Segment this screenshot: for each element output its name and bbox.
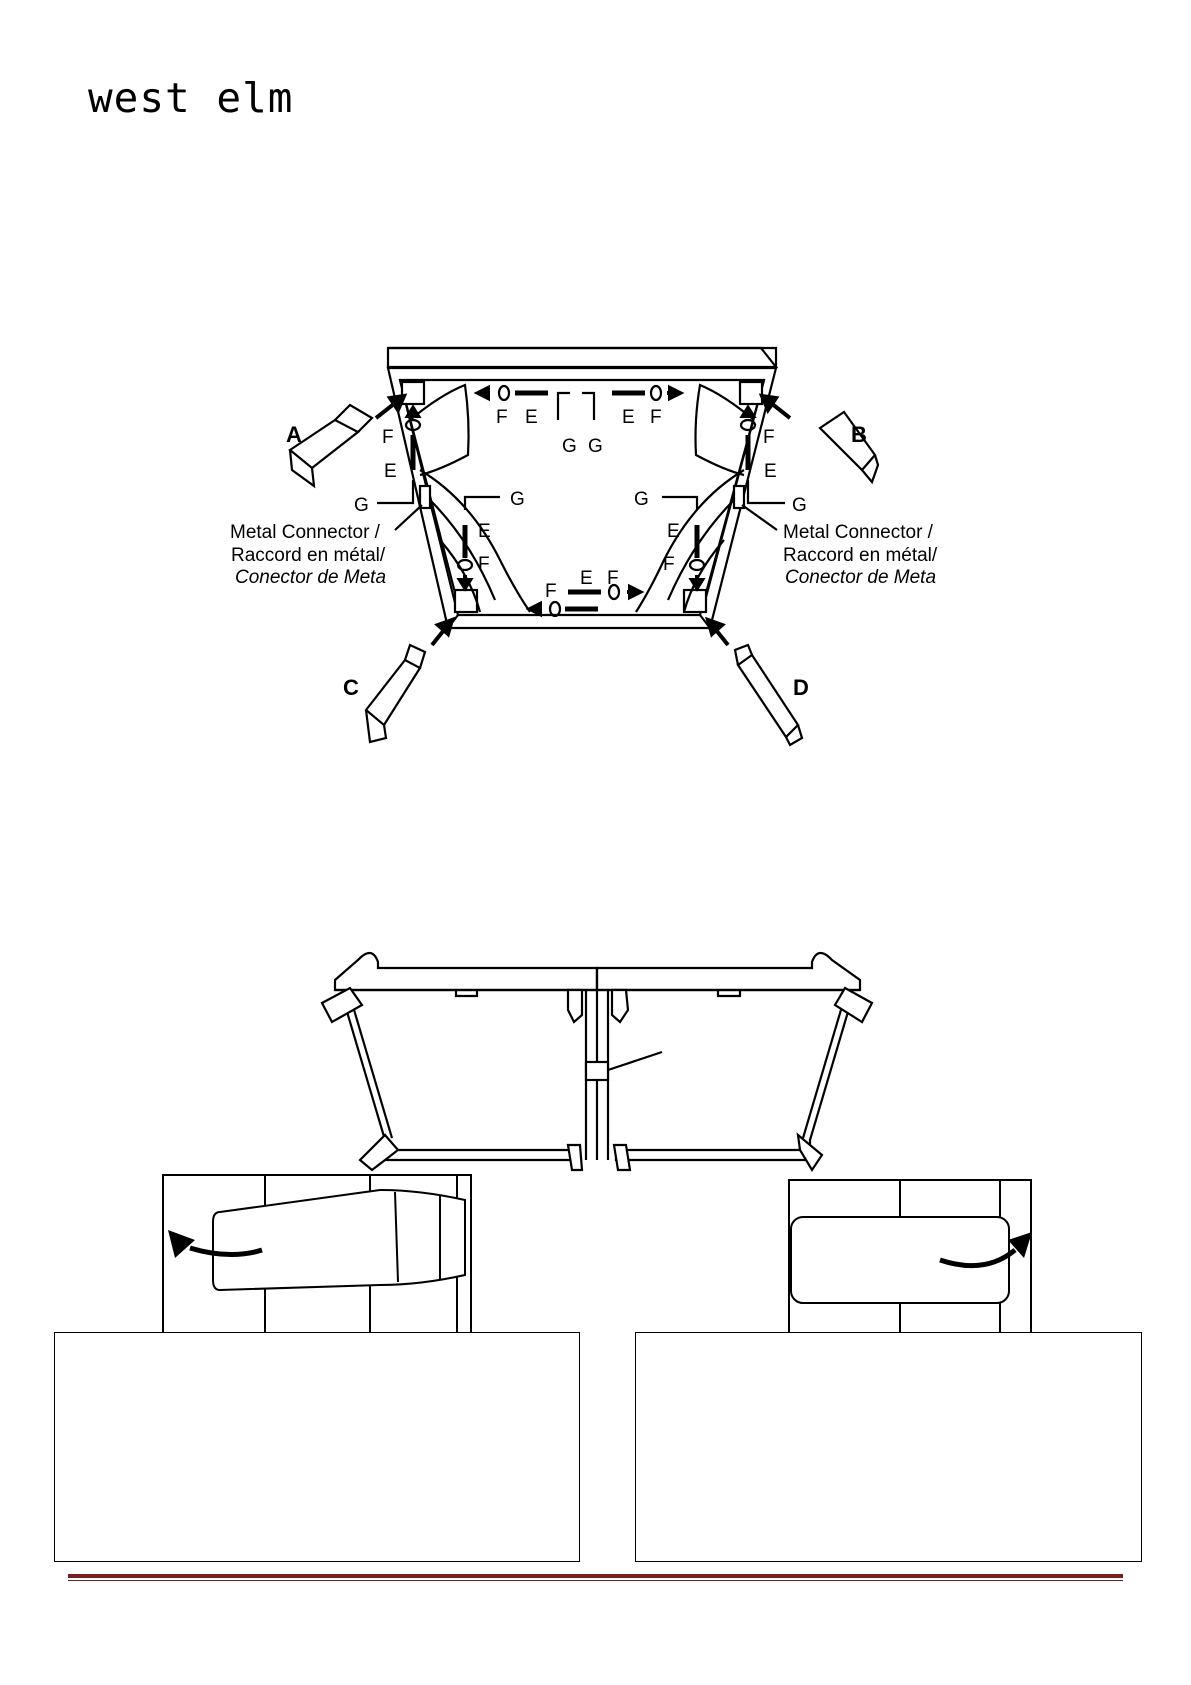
part-label-f: F bbox=[650, 407, 662, 428]
connector-label-right-line2: Raccord en métal/ bbox=[783, 545, 938, 566]
part-label-g: G bbox=[634, 489, 649, 510]
part-label-e: E bbox=[525, 407, 538, 428]
leg-label-b: B bbox=[851, 422, 867, 447]
part-label-g: G bbox=[792, 495, 807, 516]
part-label-e: E bbox=[667, 521, 680, 542]
connector-label-right-line3: Conector de Meta bbox=[785, 567, 937, 588]
footer-rule-thin bbox=[68, 1580, 1123, 1581]
connector-label-left-line1: Metal Connector / bbox=[230, 522, 380, 543]
leg-label-a: A bbox=[286, 422, 302, 447]
part-label-e: E bbox=[622, 407, 635, 428]
part-label-f: F bbox=[478, 554, 490, 575]
part-label-g: G bbox=[354, 495, 369, 516]
leg-label-c: C bbox=[343, 675, 359, 700]
part-label-f: F bbox=[382, 427, 394, 448]
connector-label-right-line1: Metal Connector / bbox=[783, 522, 933, 543]
connector-label-left-line2: Raccord en métal/ bbox=[231, 545, 386, 566]
part-label-f: F bbox=[496, 407, 508, 428]
brand-logo: west elm bbox=[88, 74, 294, 122]
instruction-box-right bbox=[635, 1332, 1142, 1562]
leg-label-d: D bbox=[793, 675, 809, 700]
part-label-g: G bbox=[562, 436, 577, 457]
part-label-e: E bbox=[764, 461, 777, 482]
part-label-g: G bbox=[510, 489, 525, 510]
part-label-g: G bbox=[588, 436, 603, 457]
connector-label-left-line3: Conector de Meta bbox=[235, 567, 387, 588]
instruction-box-left bbox=[54, 1332, 580, 1562]
part-label-e: E bbox=[580, 568, 593, 589]
footer-rule bbox=[68, 1574, 1123, 1578]
part-label-e: E bbox=[384, 461, 397, 482]
part-label-f: F bbox=[763, 427, 775, 448]
part-label-f: F bbox=[607, 568, 619, 589]
part-label-f: F bbox=[663, 554, 675, 575]
part-label-f: F bbox=[545, 581, 557, 602]
part-label-e: E bbox=[478, 521, 491, 542]
